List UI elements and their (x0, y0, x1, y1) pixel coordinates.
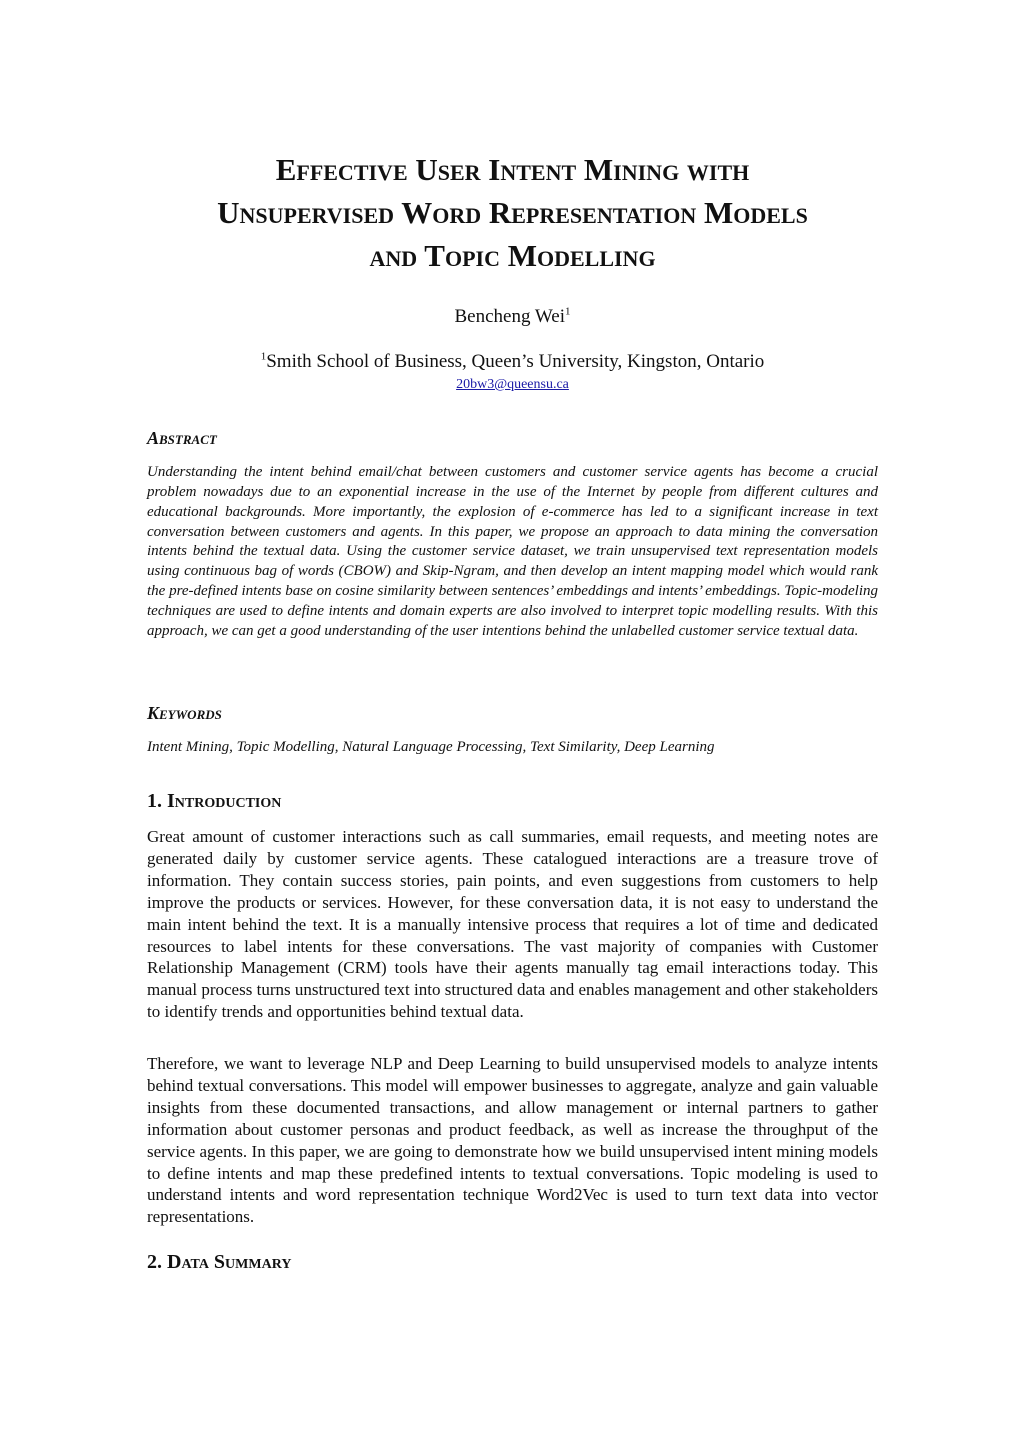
title-line: Unsupervised Word Representation Models (217, 195, 808, 230)
introduction-paragraph: Therefore, we want to leverage NLP and Deep Learning to build unsupervised models to analyze intents behind textual conversations. This model will empower businesses to aggregate, analyze and gain valuable insights from these documented transactions, and allow management or internal partners to gather information about customer personas and product feedback, as well as increase the throughput of the service agents. In this paper, we are going to demonstrate how we build unsupervised intent mining models to define intents and map these predefined intents to textual conversations. Topic modeling is used to understand intents and word representation technique Word2Vec is used to turn text data into vector representations. (147, 1054, 878, 1227)
author-email-line (147, 377, 878, 393)
title-line: and Topic Modelling (369, 238, 656, 273)
affiliation-line (147, 351, 878, 373)
section-heading-introduction: 1. Introduction (147, 790, 282, 812)
author-email-link[interactable]: 20bw3@queensu.ca (456, 377, 569, 392)
paper-title (147, 148, 878, 277)
author-line (147, 306, 878, 328)
abstract-heading: Abstract (147, 428, 217, 448)
affiliation-mark: 1 (260, 350, 267, 363)
author-affiliation-mark: 1 (565, 305, 571, 318)
keywords-text: Intent Mining, Topic Modelling, Natural Language Processing, Text Similarity, Deep Learning (147, 739, 715, 755)
title-line: Effective User Intent Mining with (275, 152, 750, 187)
affiliation-text: Smith School of Business, Queen’s University, Kingston, Ontario (266, 351, 765, 372)
abstract-text: Understanding the intent behind email/chat between customers and customer service agents has become a crucial problem nowadays due to an exponential increase in the use of the Internet by people from different cultures and educational backgrounds. More importantly, the explosion of e-commerce has led to a significant increase in text conversation between customers and agents. In this paper, we propose an approach to data mining the conversation intents behind the textual data. Using the customer service dataset, we train unsupervised text representation models using continuous bag of words (CBOW) and Skip-Ngram, and then develop an intent mapping model which would rank the pre-defined intents base on cosine similarity between sentences’ embeddings and intents’ embeddings. Topic-modeling techniques are used to define intents and domain experts are also involved to interpret topic modelling results. With this approach, we can get a good understanding of the user intentions behind the unlabelled customer service textual data. (147, 464, 878, 639)
keywords-heading: Keywords (147, 703, 222, 723)
author-name: Bencheng Wei (454, 306, 565, 327)
section-heading-data-summary: 2. Data Summary (147, 1251, 292, 1273)
introduction-paragraph: Great amount of customer interactions such as call summaries, email requests, and meeting notes are generated daily by customer service agents. These catalogued interactions are a treasure trove of information. They contain success stories, pain points, and even suggestions from customers to help improve the products or services. However, for these conversation data, it is not easy to understand the main intent behind the text. It is a manually intensive process that requires a lot of time and dedicated resources to label intents for these conversations. The vast majority of companies with Customer Relationship Management (CRM) tools have their agents manually tag email interactions today. This manual process turns unstructured text into structured data and enables management and other stakeholders to identify trends and opportunities behind textual data. (147, 827, 878, 1022)
